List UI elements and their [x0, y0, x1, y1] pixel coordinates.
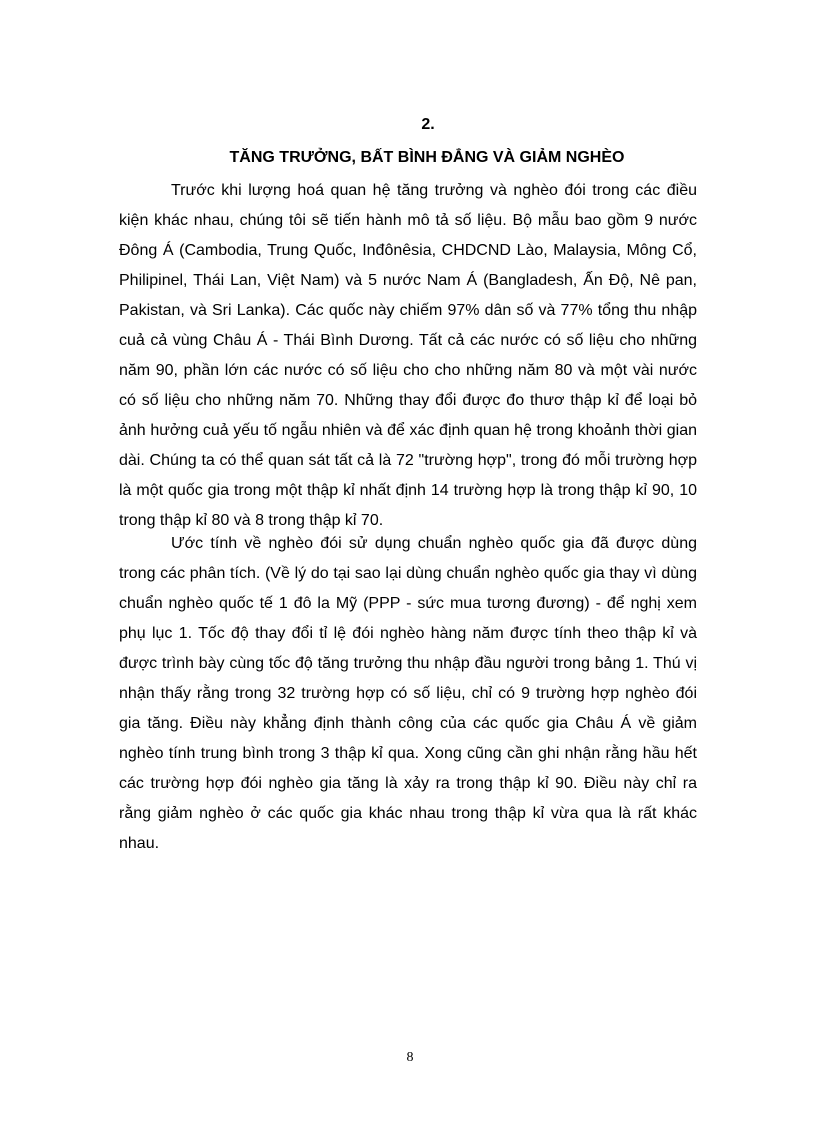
body-paragraph-1: Trước khi lượng hoá quan hệ tăng trưởng và nghèo đói trong các điều kiện khác nhau, chúng tôi sẽ tiến hành mô tả số liệu. Bộ mẫu bao gồm 9 nước Đông Á (Cambodia, Trung Quốc, Inđônêsia, CHDCND Lào, Malaysia, Mông Cổ, Philipinel, Thái Lan, Việt Nam) và 5 nước Nam Á (Bangladesh, Ấn Độ, Nê pan, Pakistan, và Sri Lanka). Các quốc này chiếm 97% dân số và 77% tổng thu nhập cuả cả vùng Châu Á - Thái Bình Dương. Tất cả các nước có số liệu cho những năm 90, phần lớn các nước có số liệu cho cho những năm 80 và một vài nước có số liệu cho những năm 70. Những thay đổi được đo thươ thập kỉ để loại bỏ ảnh hưởng cuả yếu tố ngẫu nhiên và để xác định quan hệ trong khoảnh thời gian dài. Chúng ta có thể quan sát tất cả là 72 "trường hợp", trong đó mỗi trường hợp là một quốc gia trong một thập kỉ nhất định 14 trường hợp là trong thập kỉ 90, 10 trong thập kỉ 80 và 8 trong thập kỉ 70. [119, 182, 697, 529]
section-title: TĂNG TRƯỞNG, BẤT BÌNH ĐẲNG VÀ GIẢM NGHÈO [229, 149, 625, 166]
body-paragraph-2: Ước tính về nghèo đói sử dụng chuẩn nghèo quốc gia đã được dùng trong các phân tích. (Về lý do tại sao lại dùng chuẩn nghèo quốc gia thay vì dùng chuẩn nghèo quốc tế 1 đô la Mỹ (PPP - sức mua tương đương) - để nghị xem phụ lục 1. Tốc độ thay đổi tỉ lệ đói nghèo hàng năm được tính theo thập kỉ và được trình bày cùng tốc độ tăng trưởng thu nhập đầu người trong bảng 1. Thú vị nhận thấy rằng trong 32 trường hợp có số liệu, chỉ có 9 trường hợp nghèo đói gia tăng. Điều này khẳng định thành công của các quốc gia Châu Á về giảm nghèo tính trung bình trong 3 thập kỉ qua. Xong cũng cần ghi nhận rằng hầu hết các trường hợp đói nghèo gia tăng là xảy ra trong thập kỉ 90. Điều này chỉ ra rằng giảm nghèo ở các quốc gia khác nhau trong thập kỉ vừa qua là rất khác nhau. [119, 535, 697, 852]
section-number: 2. [421, 116, 435, 133]
page-number: 8 [406, 1050, 414, 1065]
